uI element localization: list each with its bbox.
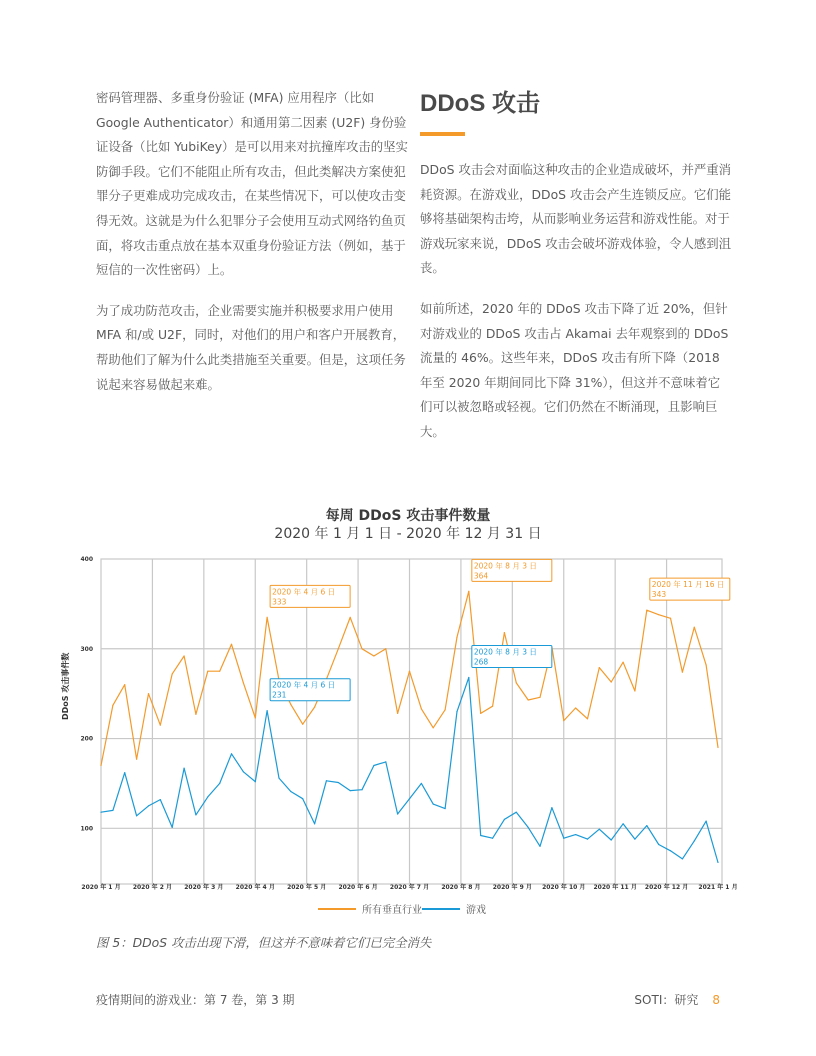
data-point [599, 667, 600, 668]
data-point [492, 706, 493, 707]
data-point [290, 791, 291, 792]
left-paragraph-2: 为了成功防范攻击，企业需要实施并积极要求用户使用 MFA 和/或 U2F，同时，对他们的用户和客户开展教育，帮助他们了解为什么此类措施至关重要。但是，这项任务说起来容易做起来难。 [96, 302, 406, 392]
data-point [255, 781, 256, 782]
footer-title: 疫情期间的游戏业：第 7 卷，第 3 期 [96, 993, 295, 1007]
data-point [480, 835, 481, 836]
data-point [444, 709, 445, 710]
data-point [575, 834, 576, 835]
data-point [195, 814, 196, 815]
data-point [231, 753, 232, 754]
data-point [409, 671, 410, 672]
page-number: 8 [712, 993, 720, 1007]
annotation-value: 343 [651, 590, 667, 600]
data-point [314, 707, 315, 708]
data-point [136, 759, 137, 760]
data-point [563, 720, 564, 721]
x-tick-label: 2020 年 10 月 [542, 884, 586, 891]
data-point [100, 765, 101, 766]
right-paragraph-1: DDoS 攻击会对面临这种攻击的企业造成破坏，并严重消耗资源。在游戏业，DDoS 攻击会产生连锁反应。它们能够将基础架构击垮，从而影响业务运营和游戏性能。对于游戏玩家来说，DDoS 攻击会破坏游戏体验，令人感到沮丧。 [420, 162, 732, 276]
data-point [646, 610, 647, 611]
data-point [563, 838, 564, 839]
data-point [433, 727, 434, 728]
data-point [694, 627, 695, 628]
annotation-date: 2020 年 4 月 6 日 [272, 680, 336, 690]
data-point [314, 823, 315, 824]
data-point [160, 799, 161, 800]
data-point [528, 827, 529, 828]
data-point [112, 705, 113, 706]
data-point [575, 707, 576, 708]
data-point [599, 829, 600, 830]
data-point [124, 772, 125, 773]
data-point [290, 704, 291, 705]
data-point [136, 815, 137, 816]
data-point [670, 850, 671, 851]
data-point [611, 839, 612, 840]
data-point [112, 810, 113, 811]
data-point [587, 718, 588, 719]
annotation-value: 231 [272, 690, 287, 700]
data-point [622, 662, 623, 663]
footer-right [634, 991, 720, 1008]
data-point [658, 844, 659, 845]
data-point [480, 713, 481, 714]
data-point [622, 823, 623, 824]
y-axis-label: DDoS 攻击事件数 [61, 652, 70, 720]
data-point [611, 681, 612, 682]
data-point [468, 591, 469, 592]
data-point [539, 697, 540, 698]
data-point [338, 782, 339, 783]
data-point [492, 838, 493, 839]
data-point [717, 862, 718, 863]
annotation-value: 333 [272, 597, 287, 607]
data-point [421, 783, 422, 784]
data-point [373, 765, 374, 766]
plot-frame [101, 559, 722, 884]
data-point [409, 798, 410, 799]
data-point [504, 632, 505, 633]
data-point [243, 771, 244, 772]
data-point [373, 655, 374, 656]
legend-label: 游戏 [466, 905, 486, 916]
data-point [421, 708, 422, 709]
data-point [302, 798, 303, 799]
y-tick-label: 100 [80, 825, 93, 833]
data-point [433, 803, 434, 804]
data-point [694, 840, 695, 841]
data-point [278, 777, 279, 778]
data-point [682, 858, 683, 859]
y-tick-label: 200 [80, 735, 93, 743]
data-point [302, 724, 303, 725]
data-point [183, 768, 184, 769]
data-point [350, 617, 351, 618]
data-point [219, 671, 220, 672]
annotation-date: 2020 年 11 月 16 日 [651, 580, 725, 590]
annotation-value: 364 [473, 571, 489, 581]
data-point [587, 839, 588, 840]
section-heading: DDoS 攻击 [420, 90, 540, 117]
x-tick-label: 2020 年 3 月 [184, 884, 224, 891]
x-tick-label: 2020 年 5 月 [287, 884, 327, 891]
data-point [267, 710, 268, 711]
data-point [219, 783, 220, 784]
x-tick-label: 2021 年 1 月 [698, 884, 738, 891]
x-tick-label: 2020 年 2 月 [132, 884, 172, 891]
x-tick-label: 2020 年 6 月 [338, 884, 378, 891]
data-point [207, 796, 208, 797]
data-point [456, 637, 457, 638]
right-paragraph-2: 如前所述，2020 年的 DDoS 攻击下降了近 20%，但针对游戏业的 DDoS 攻击占 Akamai 去年观察到的 DDoS 流量的 46%。这些年来，DDoS 攻击有所下降（2018 年至 2020 年期间同比下降 31%），但这并不意味着它们可以被忽略或轻视。它们仍然在不断涌现，且影响巨大。 [420, 300, 729, 439]
legend-item-gaming [422, 901, 486, 916]
annotation-date: 2020 年 4 月 6 日 [272, 587, 336, 597]
data-point [231, 644, 232, 645]
data-point [397, 713, 398, 714]
data-point [160, 724, 161, 725]
data-point [516, 812, 517, 813]
y-tick-label: 400 [80, 556, 93, 563]
data-point [267, 617, 268, 618]
legend-item-all-verticals [318, 901, 422, 916]
chart-title: 每周 DDoS 攻击事件数量 [325, 508, 491, 524]
annotation-value: 268 [473, 657, 489, 667]
data-point [444, 808, 445, 809]
data-point [717, 747, 718, 748]
data-point [350, 790, 351, 791]
data-point [148, 805, 149, 806]
data-point [706, 664, 707, 665]
data-point [148, 693, 149, 694]
annotation-date: 2020 年 8 月 3 日 [473, 561, 537, 571]
data-point [338, 648, 339, 649]
x-tick-label: 2020 年 7 月 [389, 884, 430, 891]
data-point [528, 699, 529, 700]
left-paragraph-1: 密码管理器、多重身份验证 (MFA) 应用程序（比如 Google Authenticator）和通用第二因素 (U2F) 身份验证设备（比如 YubiKey）是可以用来对抗撞库攻击的坚实防御手段。它们不能阻止所有攻击，但此类解决方案使犯罪分子更难成功完成攻击，在某些情况下，可以使攻击变得无效。这就是为什么犯罪分子会使用互动式网络钓鱼页面，将攻击重点放在基本双重身份验证方法（例如，基于短信的一次性密码）上。 [96, 90, 408, 278]
footer-section: SOTI：研究 [634, 993, 699, 1007]
data-point [670, 618, 671, 619]
data-point [634, 839, 635, 840]
data-point [361, 789, 362, 790]
data-point [468, 677, 469, 678]
y-tick-label: 300 [80, 645, 93, 653]
data-point [646, 825, 647, 826]
data-point [706, 821, 707, 822]
data-point [658, 614, 659, 615]
data-point [504, 819, 505, 820]
data-point [326, 780, 327, 781]
x-tick-label: 2020 年 8 月 [441, 884, 481, 891]
x-tick-label: 2020 年 11 月 [593, 884, 637, 891]
data-point [456, 711, 457, 712]
legend-label: 所有垂直行业 [362, 905, 422, 916]
x-tick-label: 2020 年 9 月 [492, 884, 532, 891]
data-point [195, 714, 196, 715]
annotation-date: 2020 年 8 月 3 日 [473, 647, 537, 657]
data-point [172, 673, 173, 674]
data-point [385, 648, 386, 649]
data-point [172, 827, 173, 828]
data-point [243, 682, 244, 683]
figure-caption: 图 5：DDoS 攻击出现下滑，但这并不意味着它们已完全消失 [96, 935, 432, 950]
data-point [255, 717, 256, 718]
legend-swatch-orange [318, 908, 356, 910]
data-point [397, 813, 398, 814]
data-point [207, 671, 208, 672]
data-point [682, 672, 683, 673]
data-point [100, 812, 101, 813]
data-point [539, 846, 540, 847]
x-tick-label: 2020 年 4 月 [235, 884, 275, 891]
data-point [385, 761, 386, 762]
chart-subtitle: 2020 年 1 月 1 日 - 2020 年 12 月 31 日 [274, 526, 542, 542]
x-tick-label: 2020 年 1 月 [81, 884, 121, 891]
data-point [634, 690, 635, 691]
data-point [551, 807, 552, 808]
data-point [183, 655, 184, 656]
data-point [516, 682, 517, 683]
legend-swatch-blue [422, 908, 460, 910]
x-tick-label: 2020 年 12 月 [644, 884, 689, 891]
data-point [124, 684, 125, 685]
data-point [361, 648, 362, 649]
